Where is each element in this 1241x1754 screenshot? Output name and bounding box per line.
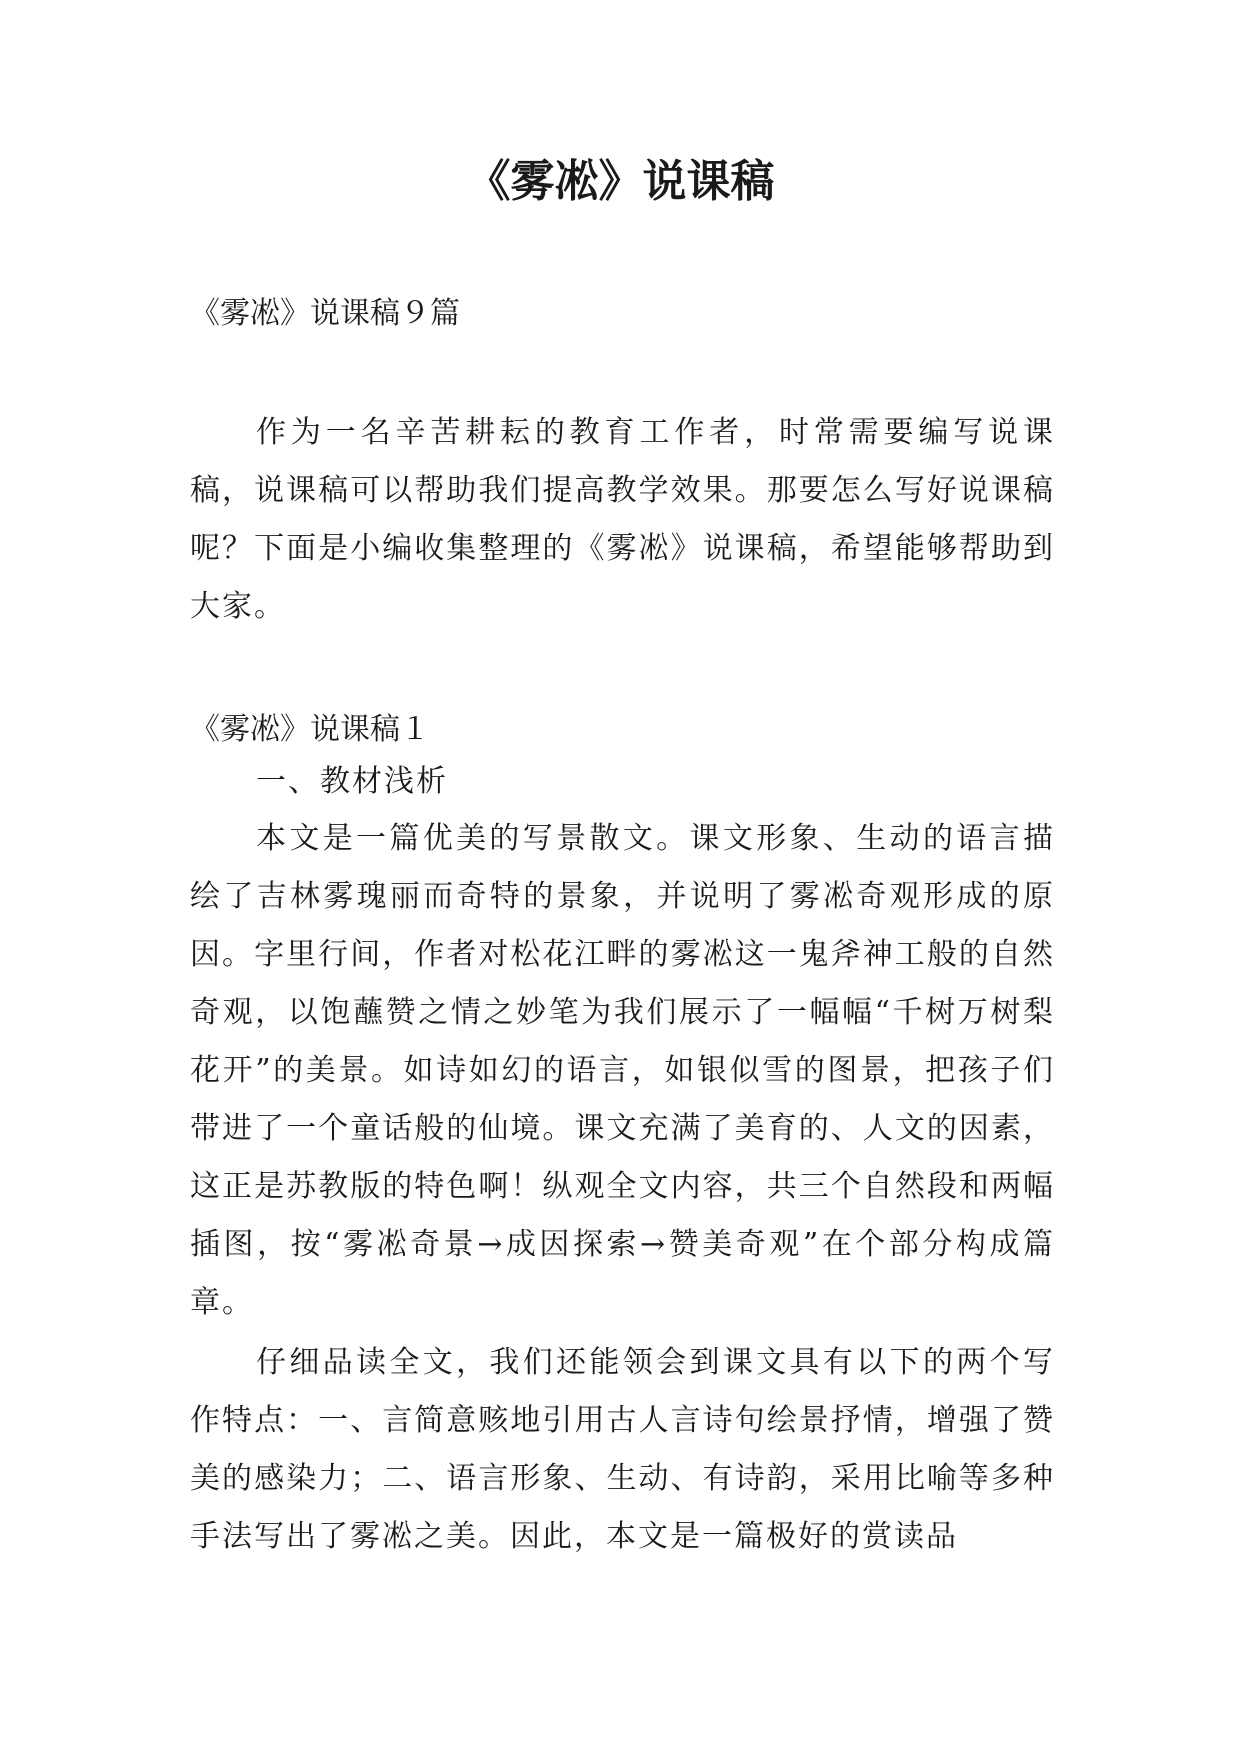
body-paragraph-2: 仔细品读全文，我们还能领会到课文具有以下的两个写作特点：一、言简意赅地引用古人言诗句绘景抒情，增强了赞美的感染力；二、语言形象、生动、有诗韵，采用比喻等多种手法写出了雾凇之美。因此，本文是一篇极好的赏读品	[190, 1345, 1055, 1554]
section-heading: 《雾凇》说课稿１	[190, 712, 430, 747]
intro-paragraph: 作为一名辛苦耕耘的教育工作者，时常需要编写说课稿，说课稿可以帮助我们提高教学效果。那要怎么写好说课稿呢？下面是小编收集整理的《雾凇》说课稿，希望能够帮助到大家。	[190, 415, 1055, 624]
document-title: 《雾凇》说课稿	[466, 156, 775, 207]
subsection-heading: 一、教材浅析	[256, 764, 448, 799]
document-subtitle: 《雾凇》说课稿９篇	[190, 296, 460, 331]
body-paragraph-1: 本文是一篇优美的写景散文。课文形象、生动的语言描绘了吉林雾瑰丽而奇特的景象，并说明了雾凇奇观形成的原因。字里行间，作者对松花江畔的雾凇这一鬼斧神工般的自然奇观，以饱蘸赞之情之妙笔为我们展示了一幅幅“千树万树梨花开”的美景。如诗如幻的语言，如银似雪的图景，把孩子们带进了一个童话般的仙境。课文充满了美育的、人文的因素，这正是苏教版的特色啊！纵观全文内容，共三个自然段和两幅插图，按“雾凇奇景→成因探索→赞美奇观”在个部分构成篇章。	[190, 821, 1055, 1320]
